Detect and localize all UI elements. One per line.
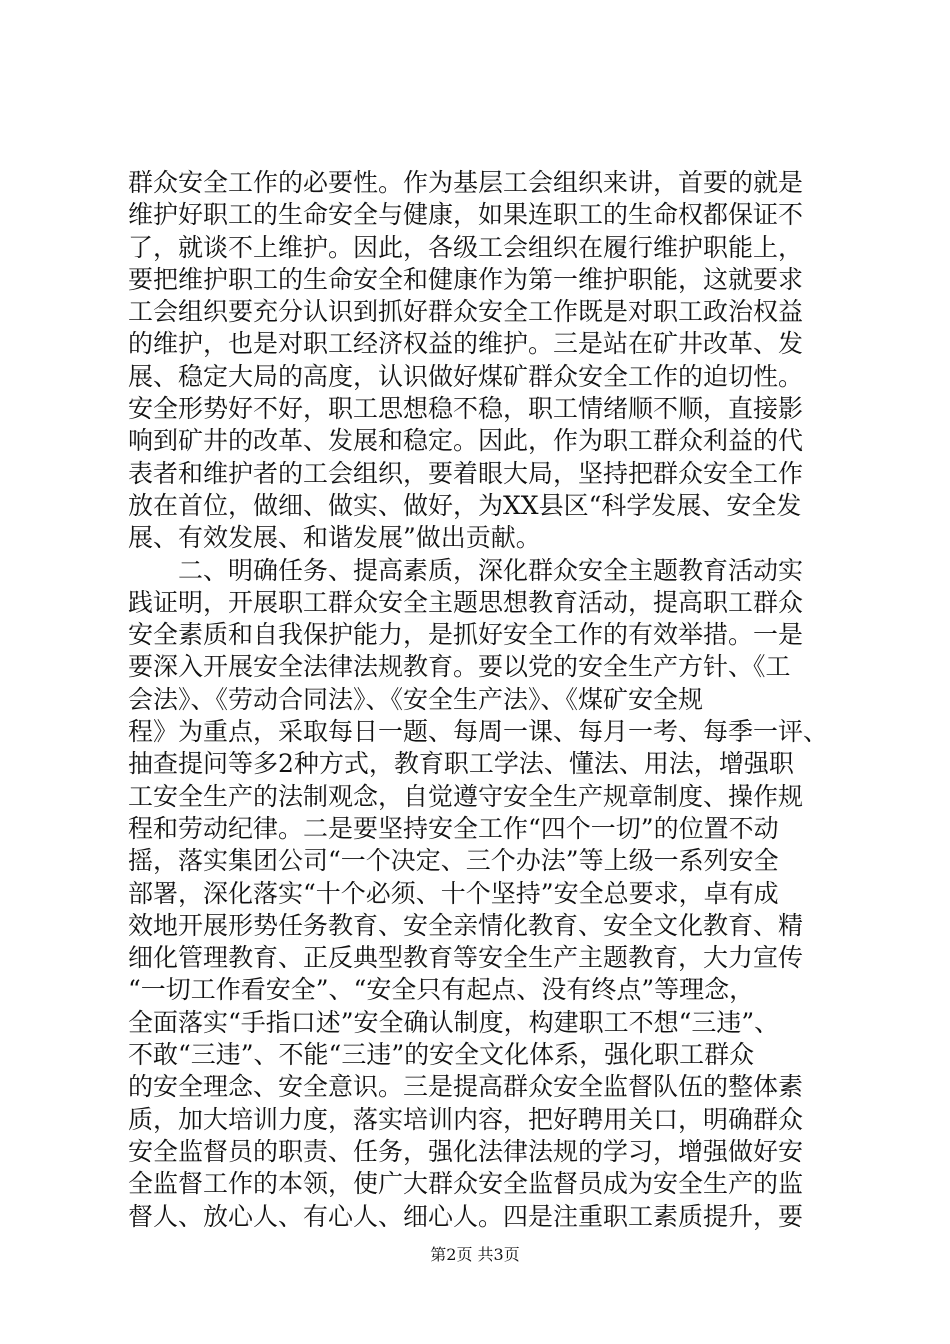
document-body	[128, 167, 848, 1233]
text-line: 展、有效发展、和谐发展”做出贡献。	[128, 523, 541, 553]
text-line: 的维护，也是对职工经济权益的维护。三是站在矿井改革、发	[128, 329, 804, 359]
text-line: 要把维护职工的生命安全和健康作为第一维护职能，这就要求	[128, 264, 804, 294]
text-line: 展、稳定大局的高度，认识做好煤矿群众安全工作的迫切性。	[128, 361, 804, 391]
text-line: 安全监督员的职责、任务，强化法律法规的学习，增强做好安	[128, 1136, 804, 1166]
text-line: 响到矿井的改革、发展和稳定。因此，作为职工群众利益的代	[128, 426, 804, 456]
text-line: 程》为重点，采取每日一题、每周一课、每月一考、每季一评、	[128, 717, 829, 747]
page-number: 第2页 共3页	[430, 1245, 520, 1264]
text-line: 抽查提问等多2种方式，教育职工学法、懂法、用法，增强职	[128, 749, 794, 779]
text-line: 要深入开展安全法律法规教育。要以党的安全生产方针、《工	[128, 652, 791, 682]
text-line: 放在首位，做细、做实、做好，为XX县区“科学发展、安全发	[128, 490, 802, 520]
text-line: 了，就谈不上维护。因此，各级工会组织在履行维护职能上，	[128, 232, 804, 262]
text-line: 质，加大培训力度，落实培训内容，把好聘用关口，明确群众	[128, 1104, 804, 1134]
text-line: 群众安全工作的必要性。作为基层工会组织来讲，首要的就是	[128, 168, 804, 197]
text-line: 践证明，开展职工群众安全主题思想教育活动，提高职工群众	[128, 587, 804, 617]
text-line: 会法》、《劳动合同法》、《安全生产法》、《煤矿安全规	[128, 684, 704, 714]
text-line: 二、明确任务、提高素质，深化群众安全主题教育活动实	[128, 555, 804, 585]
text-line: 不敢“三违”、不能“三违”的安全文化体系，强化职工群众	[128, 1040, 755, 1070]
text-line: 全监督工作的本领，使广大群众安全监督员成为安全生产的监	[128, 1169, 804, 1199]
text-line: 细化管理教育、正反典型教育等安全生产主题教育，大力宣传	[128, 943, 804, 973]
text-line: 的安全理念、安全意识。三是提高群众安全监督队伍的整体素	[128, 1072, 804, 1102]
text-line: 摇，落实集团公司“一个决定、三个办法”等上级一系列安全	[128, 846, 779, 876]
text-line: 程和劳动纪律。二是要坚持安全工作“四个一切”的位置不动	[128, 813, 779, 843]
text-line: 工安全生产的法制观念，自觉遵守安全生产规章制度、操作规	[128, 781, 804, 811]
text-line: 督人、放心人、有心人、细心人。四是注重职工素质提升，要	[128, 1201, 804, 1231]
page-footer	[0, 1242, 950, 1265]
text-line: 工会组织要充分认识到抓好群众安全工作既是对职工政治权益	[128, 297, 804, 327]
text-line: 效地开展形势任务教育、安全亲情化教育、安全文化教育、精	[128, 910, 804, 940]
text-line: “一切工作看安全”、“安全只有起点、没有终点”等理念，	[128, 975, 755, 1005]
text-line: 安全形势好不好，职工思想稳不稳，职工情绪顺不顺，直接影	[128, 394, 804, 424]
text-line: 表者和维护者的工会组织，要着眼大局，坚持把群众安全工作	[128, 458, 804, 488]
text-line: 维护好职工的生命安全与健康，如果连职工的生命权都保证不	[128, 200, 804, 230]
text-line: 全面落实“手指口述”安全确认制度，构建职工不想“三违”、	[128, 1007, 780, 1037]
text-line: 部署，深化落实“十个必须、十个坚持”安全总要求，卓有成	[128, 878, 779, 908]
text-line: 安全素质和自我保护能力，是抓好安全工作的有效举措。一是	[128, 620, 804, 650]
